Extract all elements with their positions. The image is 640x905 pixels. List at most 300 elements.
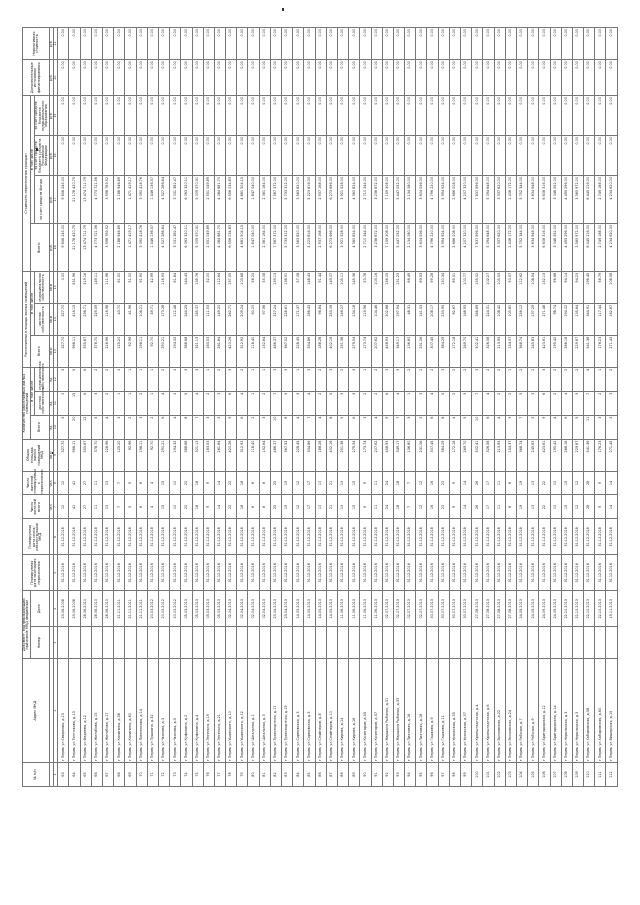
table-cell: 86 (315, 763, 326, 787)
table-cell: 0.00 (393, 60, 404, 96)
table-cell: 3 (528, 391, 539, 415)
table-cell: 0.00 (539, 60, 550, 96)
column-number-cell: 8 (54, 471, 58, 495)
table-row (516, 28, 527, 787)
table-cell: 112.48 (170, 303, 181, 335)
table-cell: 4 (103, 415, 114, 439)
table-row (382, 28, 393, 787)
table-cell: 7 159 308.00 (382, 223, 393, 271)
table-row (181, 28, 192, 787)
table-cell: 0.00 (226, 28, 237, 60)
table-row (461, 28, 472, 787)
table-cell: 0.00 (461, 60, 472, 96)
table-cell: 4 (192, 391, 203, 415)
table-cell (405, 627, 416, 659)
table-cell (539, 627, 550, 659)
table-cell: 0.00 (584, 96, 595, 136)
table-cell: 3 (114, 415, 125, 439)
address-cell: г Пермь ул Шпальная, д.1 (248, 659, 259, 763)
unit-cell: кв.м (49, 439, 53, 471)
table-cell: 4 (393, 391, 404, 415)
table-cell: 31.12.2016 (80, 555, 91, 591)
group-header-ploshad: Расселяемая площадь жилых помещений (23, 271, 31, 367)
table-cell: 88.49 (405, 271, 416, 303)
table-cell: 2 (561, 367, 572, 391)
table-cell: 1 (136, 367, 147, 391)
table-cell: 0.00 (584, 136, 595, 176)
table-cell: 112 (606, 763, 618, 787)
table-cell: 229.59 (91, 303, 102, 335)
table-cell: 4 (147, 471, 158, 495)
table-cell: 7 (192, 415, 203, 439)
column-number-cell: 15 (54, 271, 58, 303)
table-cell (505, 627, 516, 659)
table-cell: 22.10.2013 (572, 591, 583, 627)
table-cell (91, 627, 102, 659)
table-cell: 31.12.2016 (337, 555, 348, 591)
table-cell: 0.00 (91, 28, 102, 60)
table-row (483, 28, 494, 787)
table-row (606, 28, 618, 787)
table-cell: 0.00 (58, 96, 69, 136)
table-cell: 24.09.2013 (550, 591, 561, 627)
table-cell: 1 847 040.00 (248, 176, 259, 224)
address-cell: г Пермь ул Уральская, д.37 (461, 659, 472, 763)
table-cell: 155.52 (472, 271, 483, 303)
table-cell: 96 (427, 763, 438, 787)
table-cell: 116.93 (158, 271, 169, 303)
table-cell: 107 (550, 763, 561, 787)
table-cell: 968.11 (69, 335, 80, 367)
group-header-v-tom-chisle: в том числе (30, 271, 34, 335)
table-cell: 307.45 (427, 335, 438, 367)
table-cell: 208.17 (427, 303, 438, 335)
table-cell: 94 (405, 763, 416, 787)
table-cell: 0.00 (69, 60, 80, 96)
column-number-cell: 21 (54, 28, 58, 60)
table-cell: 0.00 (483, 28, 494, 60)
table-cell: 9 658 245.00 (58, 176, 69, 224)
table-cell (181, 627, 192, 659)
table-cell: 5 733 312.00 (282, 223, 293, 271)
table-cell: 3 834 948.00 (528, 223, 539, 271)
table-cell: 194.02 (561, 303, 572, 335)
table-cell: 6 (483, 415, 494, 439)
table-cell: 0.00 (461, 28, 472, 60)
table-cell: 416.15 (69, 303, 80, 335)
table-cell: 420.26 (226, 335, 237, 367)
table-cell: 11 (494, 471, 505, 495)
table-cell: 279.54 (349, 335, 360, 367)
table-cell: 31.12.2016 (561, 555, 572, 591)
table-cell: 0.00 (483, 96, 494, 136)
address-cell: г Пермь ул Гашкова, д.11 (438, 659, 449, 763)
table-cell: 31.12.2016 (91, 555, 102, 591)
table-cell: 0.00 (181, 28, 192, 60)
table-cell: 2 (371, 367, 382, 391)
table-cell: 0.00 (125, 28, 136, 60)
table-cell: 185.37 (192, 303, 203, 335)
table-row (393, 28, 404, 787)
table-cell: 3 337 620.00 (494, 176, 505, 224)
table-cell: 0.00 (584, 60, 595, 96)
table-cell: 0.00 (550, 96, 561, 136)
table-cell: 13 (103, 495, 114, 519)
table-cell: 106.21 (136, 303, 147, 335)
table-cell: 20 (69, 415, 80, 439)
table-cell: 21.11.2011 (114, 591, 125, 627)
unit-cell: руб. (49, 176, 53, 224)
table-cell: 0.00 (337, 60, 348, 96)
table-cell: 21 178 420.75 (69, 176, 80, 224)
table-cell: 136.80 (405, 335, 416, 367)
table-cell: 3 090 418.76 (136, 223, 147, 271)
table-cell: 11 (91, 471, 102, 495)
table-cell: 0.00 (203, 136, 214, 176)
table-cell: 1 (203, 367, 214, 391)
col-header: за счет средств бюджета субъекта Российской Федерации (35, 136, 50, 176)
table-cell: 188.28 (315, 439, 326, 471)
table-cell: 31.12.2018 (528, 519, 539, 555)
table-cell: 2 (483, 367, 494, 391)
unit-cell: руб. (49, 60, 53, 96)
table-cell (315, 627, 326, 659)
table-cell: 11.06.2013 (349, 591, 360, 627)
table-cell: 6 (248, 495, 259, 519)
address-cell: г Пермь ул Энгельса, д.21 (214, 659, 225, 763)
table-cell: 104.46 (371, 303, 382, 335)
table-cell: 19 (516, 471, 527, 495)
address-cell: г Пермь ул Гашкова, д.9 (427, 659, 438, 763)
table-cell: 0.00 (349, 60, 360, 96)
table-cell: 229.87 (572, 335, 583, 367)
table-cell: 9 (449, 471, 460, 495)
table-cell: 173.28 (158, 303, 169, 335)
table-cell: 0.00 (427, 60, 438, 96)
table-cell: 150.34 (438, 271, 449, 303)
table-cell: 0.00 (80, 136, 91, 176)
table-cell: 0.00 (427, 28, 438, 60)
table-cell: 0.00 (304, 96, 315, 136)
table-cell: 31.12.2018 (203, 519, 214, 555)
table-cell: 2 937 168.00 (315, 223, 326, 271)
table-cell: 10 (315, 495, 326, 519)
table-cell: 0.00 (528, 136, 539, 176)
address-cell: г Пермь ул Вишерская, д.15 (606, 659, 618, 763)
table-cell: 0.00 (472, 96, 483, 136)
address-cell: г Пермь ул Ломоносова, д.14 (136, 659, 147, 763)
table-cell: 0.00 (91, 60, 102, 96)
table-cell: 195.42 (550, 335, 561, 367)
table-cell: 4 084 681.70 (214, 223, 225, 271)
table-cell: 157.55 (226, 271, 237, 303)
table-cell: 2 (237, 367, 248, 391)
table-cell: 0.00 (69, 96, 80, 136)
address-cell: г Пермь ул Чкалова, д.3 (158, 659, 169, 763)
table-cell: 0.00 (203, 60, 214, 96)
table-cell: 2 551 049.89 (203, 223, 214, 271)
table-cell: 97.56 (259, 303, 270, 335)
table-cell: 159.13 (270, 271, 281, 303)
table-cell: 31.12.2018 (270, 519, 281, 555)
table-cell: 31.12.2018 (80, 519, 91, 555)
table-cell: 0.00 (337, 28, 348, 60)
table-cell: 8 (326, 415, 337, 439)
table-cell: 0.00 (539, 96, 550, 136)
table-cell: 136.80 (405, 439, 416, 471)
table-cell: 0.00 (561, 28, 572, 60)
address-cell: г Пермь ул Кронштадтская, д.6 (483, 659, 494, 763)
address-cell: г Пермь ул Куфонина, д.2 (181, 659, 192, 763)
table-cell: 31.12.2016 (136, 555, 147, 591)
table-row (192, 28, 203, 787)
unit-cell: руб. (49, 223, 53, 271)
table-cell: 11.06.2013 (337, 591, 348, 627)
table-cell: 20.03.2012 (170, 591, 181, 627)
table-cell: 14.05.2013 (304, 591, 315, 627)
table-cell: 195.42 (550, 439, 561, 471)
address-cell: г Пермь ул Уральская, д.35 (449, 659, 460, 763)
table-cell (114, 627, 125, 659)
table-cell: 94.23 (572, 271, 583, 303)
table-cell: 271.48 (539, 303, 550, 335)
table-cell: 176.23 (595, 439, 606, 471)
table-cell: 0.00 (170, 136, 181, 176)
table-cell: 31.12.2018 (584, 519, 595, 555)
table-cell: 02.04.2013 (259, 591, 270, 627)
table-cell: 0.00 (181, 136, 192, 176)
table-cell: 2 (103, 367, 114, 391)
table-cell: 8 (438, 415, 449, 439)
table-cell: 78 (226, 763, 237, 787)
table-cell: 163.53 (203, 335, 214, 367)
table-cell: 23.06.2008 (69, 591, 80, 627)
table-cell: 0.00 (461, 96, 472, 136)
table-cell (326, 627, 337, 659)
table-cell: 5 (58, 415, 69, 439)
address-cell: г Пермь ул Желябова, д.15 (91, 659, 102, 763)
address-cell: г Пермь ул Хабаровская, д.60 (595, 659, 606, 763)
table-cell: 0.00 (483, 60, 494, 96)
address-cell: г Пермь ул Рабочая, д.7 (516, 659, 527, 763)
table-cell: 106 (539, 763, 550, 787)
column-number-cell: 18 (54, 136, 58, 176)
table-cell: 229.87 (572, 439, 583, 471)
table-cell: 97 (438, 763, 449, 787)
table-cell (80, 627, 91, 659)
table-cell: 149.11 (91, 271, 102, 303)
table-cell: 103.68 (237, 271, 248, 303)
table-cell (158, 627, 169, 659)
table-cell: 8 (259, 495, 270, 519)
table-cell: 5 (125, 471, 136, 495)
table-cell: 0.00 (158, 136, 169, 176)
table-cell: 82 (270, 763, 281, 787)
table-cell: 93 (393, 763, 404, 787)
table-cell: 02.07.2013 (393, 591, 404, 627)
table-cell: 236.71 (80, 303, 91, 335)
table-cell: 233.95 (438, 303, 449, 335)
table-cell: 344.91 (584, 303, 595, 335)
address-cell: г Пермь ул Снайперов, д.8 (315, 659, 326, 763)
column-number-cell: 3 (54, 627, 58, 659)
table-cell: 0.00 (405, 28, 416, 60)
table-cell: 6 (158, 415, 169, 439)
table-cell: 30.07.2013 (449, 591, 460, 627)
table-cell: 31.12.2018 (606, 519, 618, 555)
table-cell: 31.12.2018 (181, 519, 192, 555)
table-cell: 10 (472, 415, 483, 439)
table-cell: 6 273 696.00 (326, 223, 337, 271)
table-cell: 2 (170, 367, 181, 391)
unit-cell: чел. (49, 495, 53, 519)
table-cell: 31.12.2018 (282, 519, 293, 555)
table-cell: 7 (584, 391, 595, 415)
table-cell: 05.03.2013 (192, 591, 203, 627)
table-cell: 3 (461, 391, 472, 415)
table-cell: 231.06 (416, 439, 427, 471)
table-cell: 3 (393, 367, 404, 391)
table-cell (494, 627, 505, 659)
table-cell: 0.00 (516, 96, 527, 136)
table-cell: 326.58 (483, 335, 494, 367)
table-cell: 16 (237, 471, 248, 495)
table-cell: 0.00 (114, 96, 125, 136)
table-cell: 16 (427, 495, 438, 519)
table-cell: 0.00 (371, 96, 382, 136)
table-cell: 0.00 (114, 28, 125, 60)
table-cell: 15 (561, 495, 572, 519)
table-cell: 31.12.2018 (192, 519, 203, 555)
table-cell: 91.44 (315, 271, 326, 303)
table-cell: 82.67 (449, 303, 460, 335)
col-header: Адрес МКД (23, 659, 50, 763)
table-cell: 31.12.2016 (416, 555, 427, 591)
table-cell: 02.07.2013 (416, 591, 427, 627)
table-cell: 4 234 620.00 (606, 176, 618, 224)
table-cell: 1 (248, 391, 259, 415)
table-cell: 3 (405, 415, 416, 439)
table-cell: 25 (270, 471, 281, 495)
table-cell: 7 (516, 415, 527, 439)
table-cell: 5 752 344.00 (516, 176, 527, 224)
table-cell: 4 (371, 415, 382, 439)
table-cell: 5 447 052.00 (393, 223, 404, 271)
table-cell: 7 587 372.00 (270, 223, 281, 271)
table-cell: 41 (69, 471, 80, 495)
address-cell: г Пермь ул Шпальная, д.3 (259, 659, 270, 763)
table-cell: 31.12.2016 (382, 555, 393, 591)
table-cell: 7 (405, 471, 416, 495)
table-cell: 1 (248, 367, 259, 391)
table-cell: 31.12.2016 (125, 555, 136, 591)
table-cell: 388.68 (181, 335, 192, 367)
table-row (572, 28, 583, 787)
table-cell: 103 (505, 763, 516, 787)
table-cell: 8 (505, 495, 516, 519)
table-cell: 10 (270, 415, 281, 439)
table-cell: 0.00 (505, 60, 516, 96)
table-row (114, 28, 125, 787)
table-cell: 0.00 (203, 96, 214, 136)
table-cell: 2 937 168.00 (315, 176, 326, 224)
table-cell: 9 (595, 471, 606, 495)
table-cell: 0.00 (158, 28, 169, 60)
table-row (371, 28, 382, 787)
table-cell: 3 (192, 367, 203, 391)
table-cell: 5 994 924.00 (438, 176, 449, 224)
unit-cell: руб. (49, 136, 53, 176)
table-cell: 14 (461, 495, 472, 519)
table-cell: 1 (259, 367, 270, 391)
table-cell: 21.11.2011 (125, 591, 136, 627)
table-cell: 4 495 296.00 (561, 223, 572, 271)
table-cell: 0.00 (192, 96, 203, 136)
address-cell: г Пермь ул Энгельса, д.19 (203, 659, 214, 763)
table-cell: 0.00 (572, 60, 583, 96)
table-cell: 14 (214, 471, 225, 495)
table-cell: 0.00 (304, 60, 315, 96)
table-cell: 5 (528, 415, 539, 439)
table-cell: 0.00 (226, 60, 237, 96)
col-header: Дата (30, 591, 49, 627)
table-cell: 43.70 (114, 303, 125, 335)
table-cell: 0.00 (572, 96, 583, 136)
table-cell: 31.12.2018 (550, 519, 561, 555)
address-cell: г Пермь ул Пихтовая, д.18 (416, 659, 427, 763)
table-cell: 2 (494, 367, 505, 391)
table-cell: 2 (315, 367, 326, 391)
table-cell: 68 (114, 763, 125, 787)
table-cell: 4 234 620.00 (606, 223, 618, 271)
table-cell: 0.00 (416, 60, 427, 96)
table-cell: 3 (203, 415, 214, 439)
table-cell: 541.36 (584, 439, 595, 471)
address-cell: г Пермь ул Калинина, д.60 (125, 659, 136, 763)
table-cell: 6 (427, 415, 438, 439)
table-cell: 2 (147, 415, 158, 439)
column-number-cell: 7 (54, 495, 58, 519)
table-cell: 3 (181, 367, 192, 391)
table-cell: 0.00 (550, 60, 561, 96)
table-cell: 5 994 924.00 (438, 223, 449, 271)
table-cell: 8 (259, 471, 270, 495)
table-cell: 2 381 184.00 (259, 176, 270, 224)
table-cell: 81 (259, 763, 270, 787)
table-cell: 21.11.2011 (136, 591, 147, 627)
table-cell: 31.12.2016 (69, 555, 80, 591)
table-cell: 7 (405, 495, 416, 519)
table-cell: 2 (449, 367, 460, 391)
table-cell: 55.08 (259, 271, 270, 303)
table-cell: 321.13 (192, 335, 203, 367)
table-row (528, 28, 539, 787)
table-cell (595, 627, 606, 659)
table-cell: 0.00 (136, 136, 147, 176)
table-cell: 31.12.2016 (214, 555, 225, 591)
table-cell: 10 (170, 471, 181, 495)
table-cell: 137.29 (528, 303, 539, 335)
table-cell: 0.00 (561, 136, 572, 176)
col-header: Общая площадь жилых помещений МКД (23, 439, 50, 471)
address-cell: г Пермь ул Пушкина, д.32 (147, 659, 158, 763)
table-cell: 31.12.2018 (382, 519, 393, 555)
table-cell: 24 (382, 495, 393, 519)
table-cell: 5 447 052.00 (393, 176, 404, 224)
table-cell: 79 (237, 763, 248, 787)
table-cell: 12 (416, 495, 427, 519)
table-row (158, 28, 169, 787)
